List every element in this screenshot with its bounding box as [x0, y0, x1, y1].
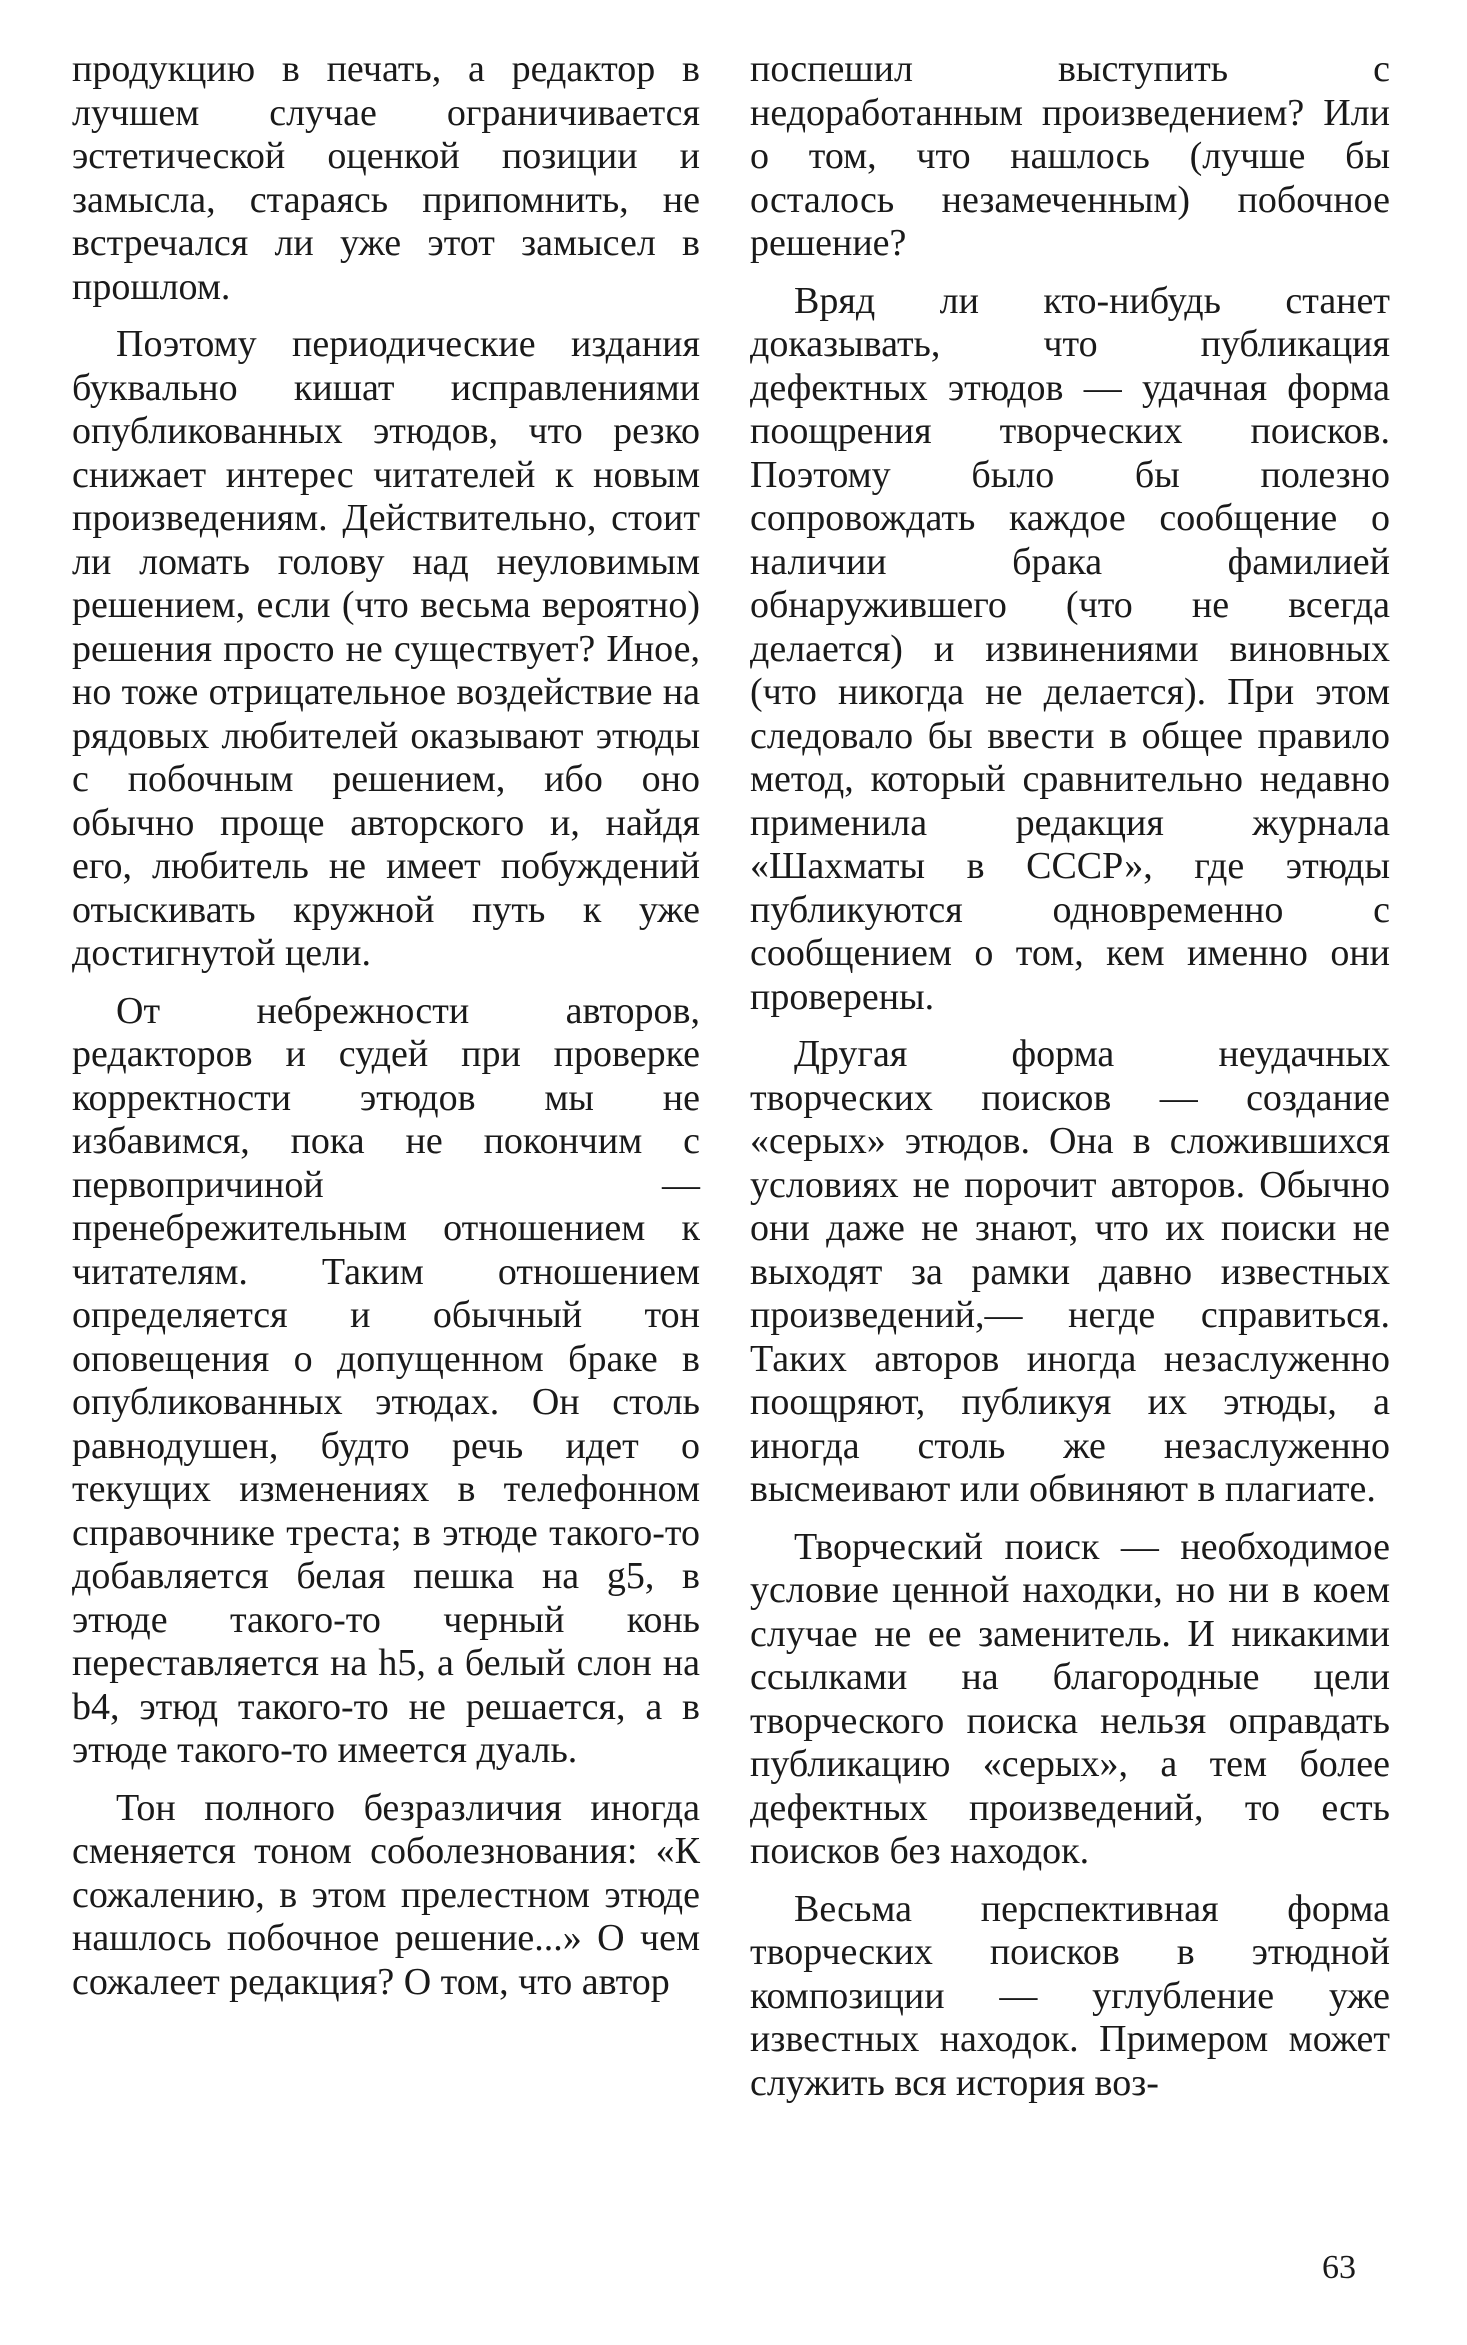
paragraph: Поэтому периодические издания буквально кишат исправлениями опубликованных этюдов, что резко снижает интерес читателей к новым произведениям. Действительно, стоит ли ломать голову над неуловимым решением, если (что весьма вероятно) решения просто не существует? Иное, но тоже отрицательное воздействие на рядовых любителей оказывают этюды с побочным решением, ибо оно обычно проще авторского и, найдя его, любитель не имеет побуждений отыскивать кружной путь к уже достигнутой цели.	[72, 323, 700, 974]
paragraph: Тон полного безразличия иногда сменяется тоном соболезнования: «К сожалению, в этом прелестном этюде нашлось побочное решение...» О чем сожалеет редакция? О том, что автор	[72, 1786, 700, 2003]
page-number: 63	[1322, 2249, 1356, 2286]
right-column	[750, 48, 1390, 2119]
paragraph-continuation: поспешил выступить с недоработанным произведением? Или о том, что нашлось (лучше бы осталось незамеченным) побочное решение?	[750, 48, 1390, 264]
paragraph: Творческий поиск — необходимое условие ценной находки, но ни в коем случае не ее заменитель. И никакими ссылками на благородные цели творческого поиска нельзя оправдать публикацию «серых», а тем более дефектных произведений, то есть поисков без находок.	[750, 1525, 1390, 1872]
paragraph: Вряд ли кто-нибудь станет доказывать, что публикация дефектных этюдов — удачная форма поощрения творческих поисков. Поэтому было бы полезно сопровождать каждое сообщение о наличии брака фамилией обнаружившего (что не всегда делается) и извинениями виновных (что никогда не делается). При этом следовало бы ввести в общее правило метод, который сравнительно недавно применила редакция журнала «Шахматы в СССР», где этюды публикуются одновременно с сообщением о том, кем именно они проверены.	[750, 279, 1390, 1018]
paragraph-continuation: продукцию в печать, а редактор в лучшем случае ограничивается эстетической оценкой позиции и замысла, стараясь припомнить, не встречался ли уже этот замысел в прошлом.	[72, 48, 700, 308]
left-column	[72, 48, 700, 2018]
paragraph: Другая форма неудачных творческих поисков — создание «серых» этюдов. Она в сложившихся условиях не порочит авторов. Обычно они даже не знают, что их поиски не выходят за рамки давно известных произведений,— негде справиться. Таких авторов иногда незаслуженно поощряют, публикуя их этюды, а иногда столь же незаслуженно высмеивают или обвиняют в плагиате.	[750, 1033, 1390, 1510]
paragraph: От небрежности авторов, редакторов и судей при проверке корректности этюдов мы не избавимся, пока не покончим с первопричиной — пренебрежительным отношением к читателям. Таким отношением определяется и обычный тон оповещения о допущенном браке в опубликованных этюдах. Он столь равнодушен, будто речь идет о текущих изменениях в телефонном справочнике треста; в этюде такого-то добавляется белая пешка на g5, в этюде такого-то черный конь переставляется на h5, а белый слон на b4, этюд такого-то не решается, а в этюде такого-то имеется дуаль.	[72, 989, 700, 1771]
paragraph: Весьма перспективная форма творческих поисков в этюдной композиции — углубление уже известных находок. Примером может служить вся история воз-	[750, 1887, 1390, 2104]
